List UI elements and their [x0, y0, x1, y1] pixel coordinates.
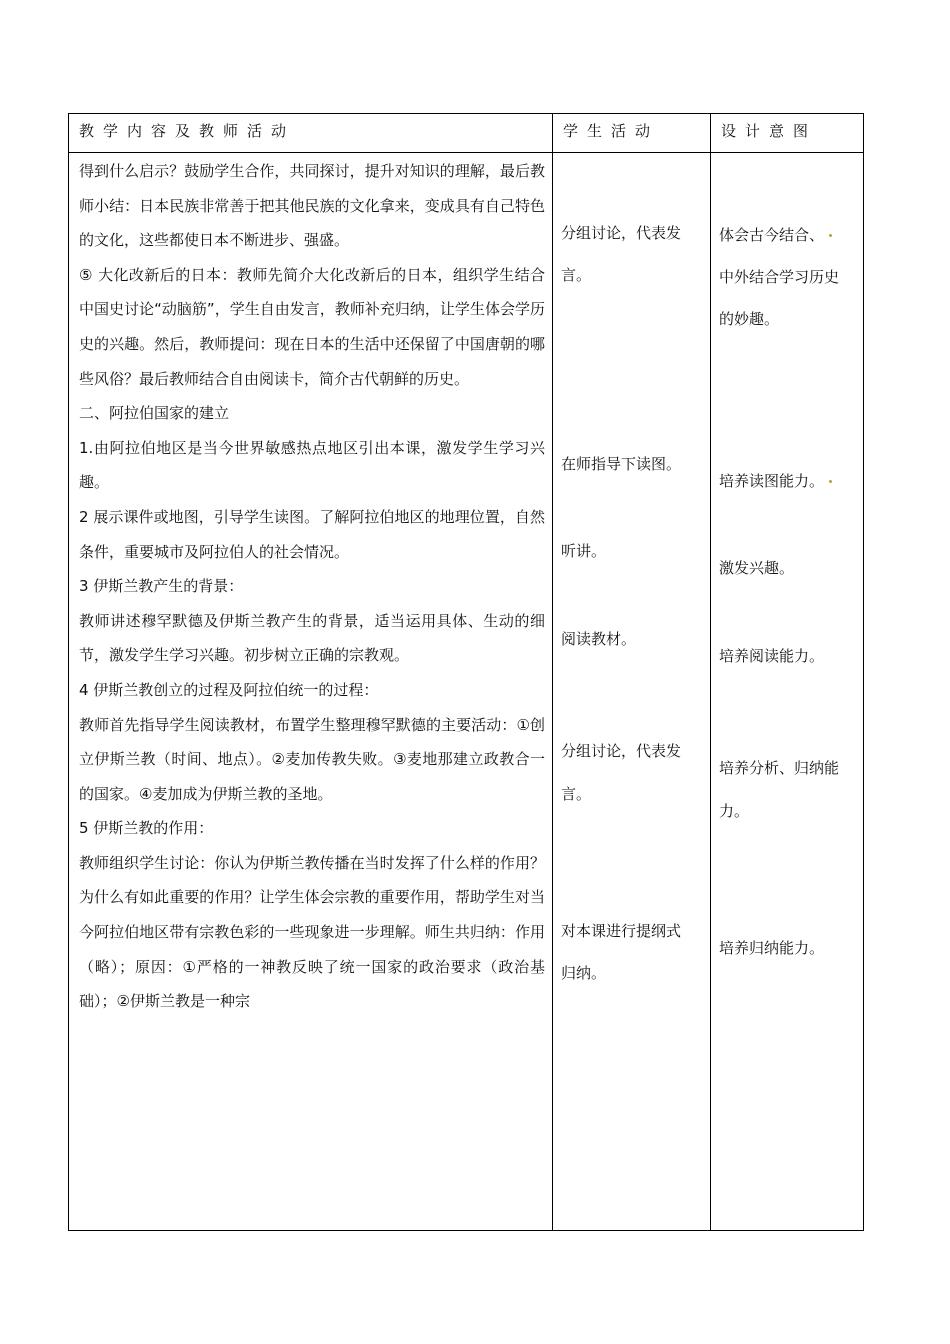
intent-item: 中外结合学习历史: [719, 268, 840, 286]
student-item: 分组讨论，代表发: [561, 224, 682, 242]
student-item: 对本课进行提纲式: [561, 922, 682, 940]
teacher-paragraph: 3 伊斯兰教产生的背景：: [79, 577, 244, 596]
intent-item: 培养分析、归纳能: [719, 759, 840, 777]
header-teacher-activity: 教学内容及教师活动: [79, 122, 296, 140]
section-heading: 二、阿拉伯国家的建立: [79, 404, 230, 423]
lesson-plan-table: [68, 113, 864, 1231]
student-item: 听讲。: [561, 542, 607, 560]
student-item: 言。: [561, 785, 592, 803]
intent-item: 体会古今结合、: [719, 218, 832, 253]
student-item: 分组讨论，代表发: [561, 742, 682, 760]
column-divider: [552, 114, 553, 1230]
student-activity-column: [561, 154, 709, 1214]
student-item: 阅读教材。: [561, 630, 637, 648]
teacher-paragraph: 1.由阿拉伯地区是当今世界敏感热点地区引出本课，激发学生学习兴趣。: [79, 438, 545, 492]
student-item: 归纳。: [561, 964, 607, 982]
intent-item: 的妙趣。: [719, 310, 780, 328]
student-item: 在师指导下读图。: [561, 455, 682, 473]
intent-item: 激发兴趣。: [719, 559, 795, 577]
teacher-paragraph: 5 伊斯兰教的作用：: [79, 819, 214, 838]
intent-item: 培养阅读能力。: [719, 647, 825, 665]
intent-item: 培养归纳能力。: [719, 939, 825, 957]
mark-dot: [829, 480, 832, 483]
teacher-paragraph: 教师首先指导学生阅读教材，布置学生整理穆罕默德的主要活动：①创立伊斯兰教（时间、地点）。②麦加传教失败。③麦地那建立政教合一的国家。④麦加成为伊斯兰教的圣地。: [79, 715, 545, 803]
intent-item: 培养读图能力。: [719, 464, 832, 499]
column-divider: [710, 114, 711, 1230]
teacher-paragraph: 4 伊斯兰教创立的过程及阿拉伯统一的过程：: [79, 680, 379, 699]
student-item: 言。: [561, 266, 592, 284]
teacher-activity-column: [79, 154, 545, 1019]
header-divider: [69, 152, 863, 153]
teacher-paragraph: ⑤ 大化改新后的日本：教师先简介大化改新后的日本，组织学生结合中国史讨论“动脑筋”，学生自由发言，教师补充归纳，让学生体会学历史的兴趣。然后，教师提问：现在日本的生活中还保留了中国唐朝的哪些风俗？最后教师结合自由阅读卡，简介古代朝鲜的历史。: [79, 265, 545, 388]
teacher-paragraph: 得到什么启示？鼓励学生合作，共同探讨，提升对知识的理解，最后教师小结：日本民族非常善于把其他民族的文化拿来，变成具有自己特色的文化，这些都使日本不断进步、强盛。: [79, 162, 545, 250]
header-design-intent: 设计意图: [721, 122, 818, 140]
teacher-paragraph: 2 展示课件或地图，引导学生读图。了解阿拉伯地区的地理位置，自然条件，重要城市及阿拉伯人的社会情况。: [79, 507, 545, 561]
design-intent-column: [719, 154, 861, 1214]
teacher-paragraph: 教师讲述穆罕默德及伊斯兰教产生的背景，适当运用具体、生动的细节，激发学生学习兴趣。初步树立正确的宗教观。: [79, 611, 545, 665]
teacher-paragraph: 教师组织学生讨论：你认为伊斯兰教传播在当时发挥了什么样的作用？为什么有如此重要的作用？让学生体会宗教的重要作用，帮助学生对当今阿拉伯地区带有宗教色彩的一些现象进一步理解。师生共归纳：作用（略）；原因：①严格的一神教反映了统一国家的政治要求（政治基础）；②伊斯兰教是一种宗: [79, 853, 545, 1011]
mark-dot: [829, 234, 832, 237]
intent-item: 力。: [719, 802, 750, 820]
header-student-activity: 学生活动: [563, 122, 660, 140]
